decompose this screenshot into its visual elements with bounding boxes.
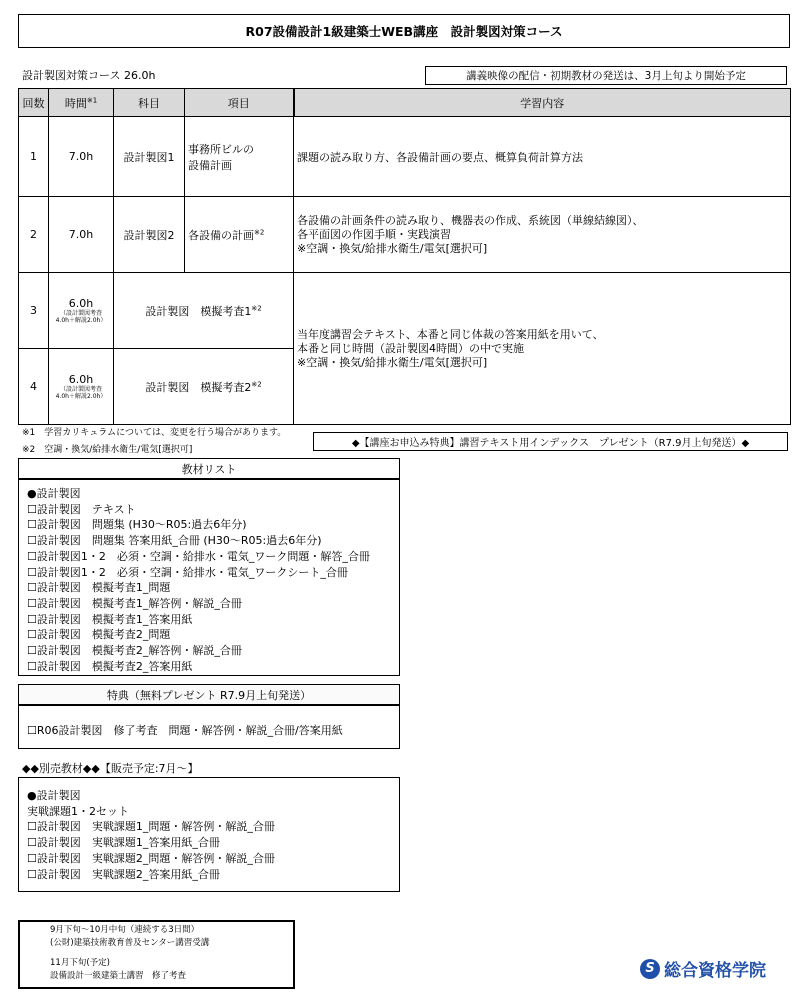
list-item: ☐設計製図 模擬考査2_答案用紙	[27, 659, 193, 673]
schedule-box: 9月下旬～10月中旬（連続する3日間） (公財)建築技術教育普及センター講習受講 11月下旬(予定) 設備設計一級建築士講習 修了考査	[18, 920, 295, 989]
list-item: ☐設計製図 実戦課題2_答案用紙_合冊	[27, 867, 220, 881]
list-item: ☐設計製図 実戦課題1_問題・解答例・解説_合冊	[27, 820, 275, 834]
footnote-1: ※1 学習カリキュラムについては、変更を行う場合があります。	[22, 428, 287, 438]
tokuten-header: 特典（無料プレゼント R7.9月上旬発送）	[18, 684, 400, 705]
table-header-row	[19, 89, 791, 117]
list-item: 実戦課題1・2セット	[27, 804, 129, 818]
list-item: ☐設計製図 模擬考査1_問題	[27, 581, 171, 595]
notice-box: 講義映像の配信・初期教材の発送は、3月上旬より開始予定	[425, 66, 787, 85]
header-komoku: 項目	[185, 89, 294, 117]
list-item: ●設計製図	[27, 789, 81, 802]
materials-list	[18, 479, 400, 676]
schedule-table	[18, 88, 791, 425]
table-row: 3 6.0h （設計製図考査 4.0h＋解説2.0h） 設計製図 模擬考査1$^{※2}$ 当年度講習会テキスト、本番と同じ体裁の答案用紙を用いて、 本番と同じ時間（設計製図4時間）の中で実施 ※空調・換気/給排水衛生/電気[選択可]	[19, 273, 791, 349]
page-title: R07設備設計1級建築士WEB講座 設計製図対策コース	[18, 14, 790, 48]
list-item: ☐設計製図 模擬考査2_問題	[27, 628, 171, 642]
header-kamoku: 科目	[114, 89, 185, 117]
list-item: ●設計製図	[27, 487, 81, 500]
header-jikan: 時間$^{※1}$	[49, 89, 114, 117]
list-item: ☐設計製図1・2 必須・空調・給排水・電気_ワーク問題・解答_合冊	[27, 549, 370, 563]
company-logo	[640, 956, 766, 981]
list-item: ☐設計製図 問題集 答案用紙_合冊 (H30～R05:過去6年分)	[27, 534, 322, 548]
list-item: ☐設計製図 模擬考査2_解答例・解説_合冊	[27, 644, 242, 658]
extra-list	[18, 777, 400, 892]
bonus-banner: ◆【講座お申込み特典】講習テキスト用インデックス プレゼント（R7.9月上旬発送）◆	[313, 432, 788, 451]
course-label: 設計製図対策コース 26.0h	[22, 69, 156, 82]
extra-header: ◆◆別売教材◆◆【販売予定:7月～】	[22, 762, 199, 775]
shared-content-cell: 当年度講習会テキスト、本番と同じ体裁の答案用紙を用いて、 本番と同じ時間（設計製図4時間）の中で実施 ※空調・換気/給排水衛生/電気[選択可]	[294, 273, 791, 425]
list-item: ☐設計製図 模擬考査1_答案用紙	[27, 612, 193, 626]
table-row: 2 7.0h 設計製図2 各設備の計画$^{※2}$ 各設備の計画条件の読み取り、機器表の作成、系統図（単線結線図）、 各平面図の作図手順・実践演習 ※空調・換気/給排水衛生/電気[選択可]	[19, 197, 791, 273]
table-row: 1 7.0h 設計製図1 事務所ビルの 設備計画 課題の読み取り方、各設備計画の要点、概算負荷計算方法	[19, 117, 791, 197]
logo-text: 総合資格学院	[664, 961, 766, 981]
footnote-2: ※2 空調・換気/給排水衛生/電気[選択可]	[22, 445, 193, 455]
list-item: ☐設計製図 実戦課題1_答案用紙_合冊	[27, 836, 220, 850]
list-item: ☐設計製図 問題集 (H30～R05:過去6年分)	[27, 518, 247, 532]
logo-icon: S	[640, 959, 660, 979]
list-item: ☐設計製図1・2 必須・空調・給排水・電気_ワークシート_合冊	[27, 565, 348, 579]
materials-header: 教材リスト	[18, 458, 400, 479]
list-item: ☐設計製図 実戦課題2_問題・解答例・解説_合冊	[27, 851, 275, 865]
header-kai: 回数	[19, 89, 49, 117]
header-naiyou: 学習内容	[294, 89, 791, 117]
list-item: ☐設計製図 テキスト	[27, 502, 136, 516]
list-item: ☐設計製図 模擬考査1_解答例・解説_合冊	[27, 596, 242, 610]
table-row: 4 6.0h （設計製図考査 4.0h＋解説2.0h） 設計製図 模擬考査2$^{※2}$	[19, 349, 791, 425]
tokuten-item: ☐R06設計製図 修了考査 問題・解答例・解説_合冊/答案用紙	[18, 705, 400, 749]
